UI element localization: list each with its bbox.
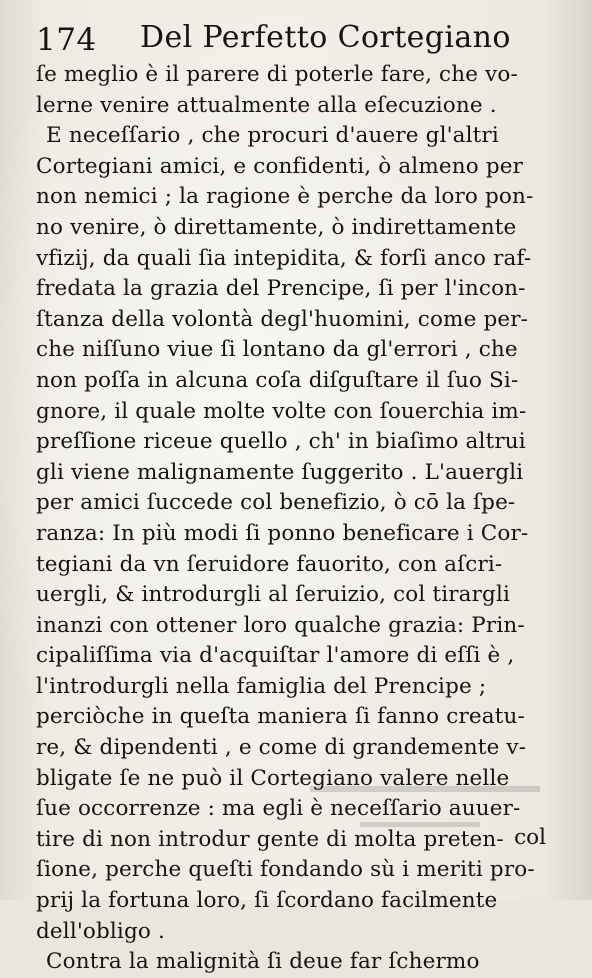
text-line: ſue occorrenze : ma egli è neceſſario auuer-	[36, 796, 521, 822]
text-line: ſione, perche queſti fondando sù i meriti pro-	[36, 857, 535, 883]
text-line: che niſſuno viue ſi lontano da gl'errori , che	[36, 337, 518, 363]
text-line: perciòche in queſta maniera ſi fanno creatu-	[36, 704, 525, 730]
text-line: per amici ſuccede col benefizio, ò cō la ſpe-	[36, 490, 516, 516]
text-line: non nemici ; la ragione è perche da loro pon-	[36, 184, 534, 210]
running-title: Del Perfetto Cortegiano	[140, 20, 511, 55]
text-line: tegiani da vn ſeruidore fauorito, con aſcri-	[36, 551, 503, 577]
text-line: lerne venire attualmente alla eſecuzione .	[36, 92, 497, 118]
text-line: uergli, & introdurgli al ſeruizio, col tirargli	[36, 582, 511, 608]
text-line: inanzi con ottener loro qualche grazia: Prin-	[36, 612, 525, 638]
text-line: gnore, il quale molte volte con ſouerchia im-	[36, 398, 527, 424]
text-line: ranza: In più modi ſi ponno beneficare i Cor-	[36, 520, 529, 546]
text-line: ſe meglio è il parere di poterle fare, che vo-	[36, 62, 518, 87]
text-line: dell'obligo .	[36, 918, 165, 944]
text-line: no venire, ò direttamente, ò indirettamente	[36, 214, 517, 240]
text-line: Contra la malignità ſi deue far ſchermo	[46, 949, 480, 975]
page-number: 174	[36, 22, 97, 58]
text-line: tire di non introdur gente di molta preten-	[36, 826, 504, 852]
text-line: vfizij, da quali ſia intepidita, & forſi anco raf-	[36, 245, 532, 271]
text-line: cipaliſſima via d'acquiſtar l'amore di eſſi è ,	[36, 643, 515, 669]
text-line: bligate ſe ne può il Cortegiano valere nelle	[36, 765, 510, 791]
text-line: l'introdurgli nella famiglia del Prencipe ;	[36, 673, 487, 699]
text-line: prij la fortuna loro, ſi ſcordano facilmente	[36, 888, 498, 914]
text-line: Cortegiani amici, e confidenti, ò almeno per	[36, 153, 524, 179]
text-line: ſtanza della volontà degl'huomini, come per-	[36, 306, 529, 332]
text-line: re, & dipendenti , e come di grandemente v-	[36, 735, 527, 761]
text-line: fredata la grazia del Prencipe, ſi per l'incon-	[36, 276, 526, 302]
catchword: col	[514, 825, 546, 850]
page-header	[36, 18, 556, 58]
text-line: preſſione riceue quello , ch' in biaſimo altrui	[36, 429, 526, 455]
show-through-ink-decoration	[300, 782, 580, 862]
text-line: E neceſſario , che procuri d'auere gl'altri	[46, 123, 499, 149]
text-line: non poſſa in alcuna coſa diſguſtare il ſuo Si-	[36, 367, 519, 393]
text-line: gli viene malignamente ſuggerito . L'auergli	[36, 459, 524, 485]
